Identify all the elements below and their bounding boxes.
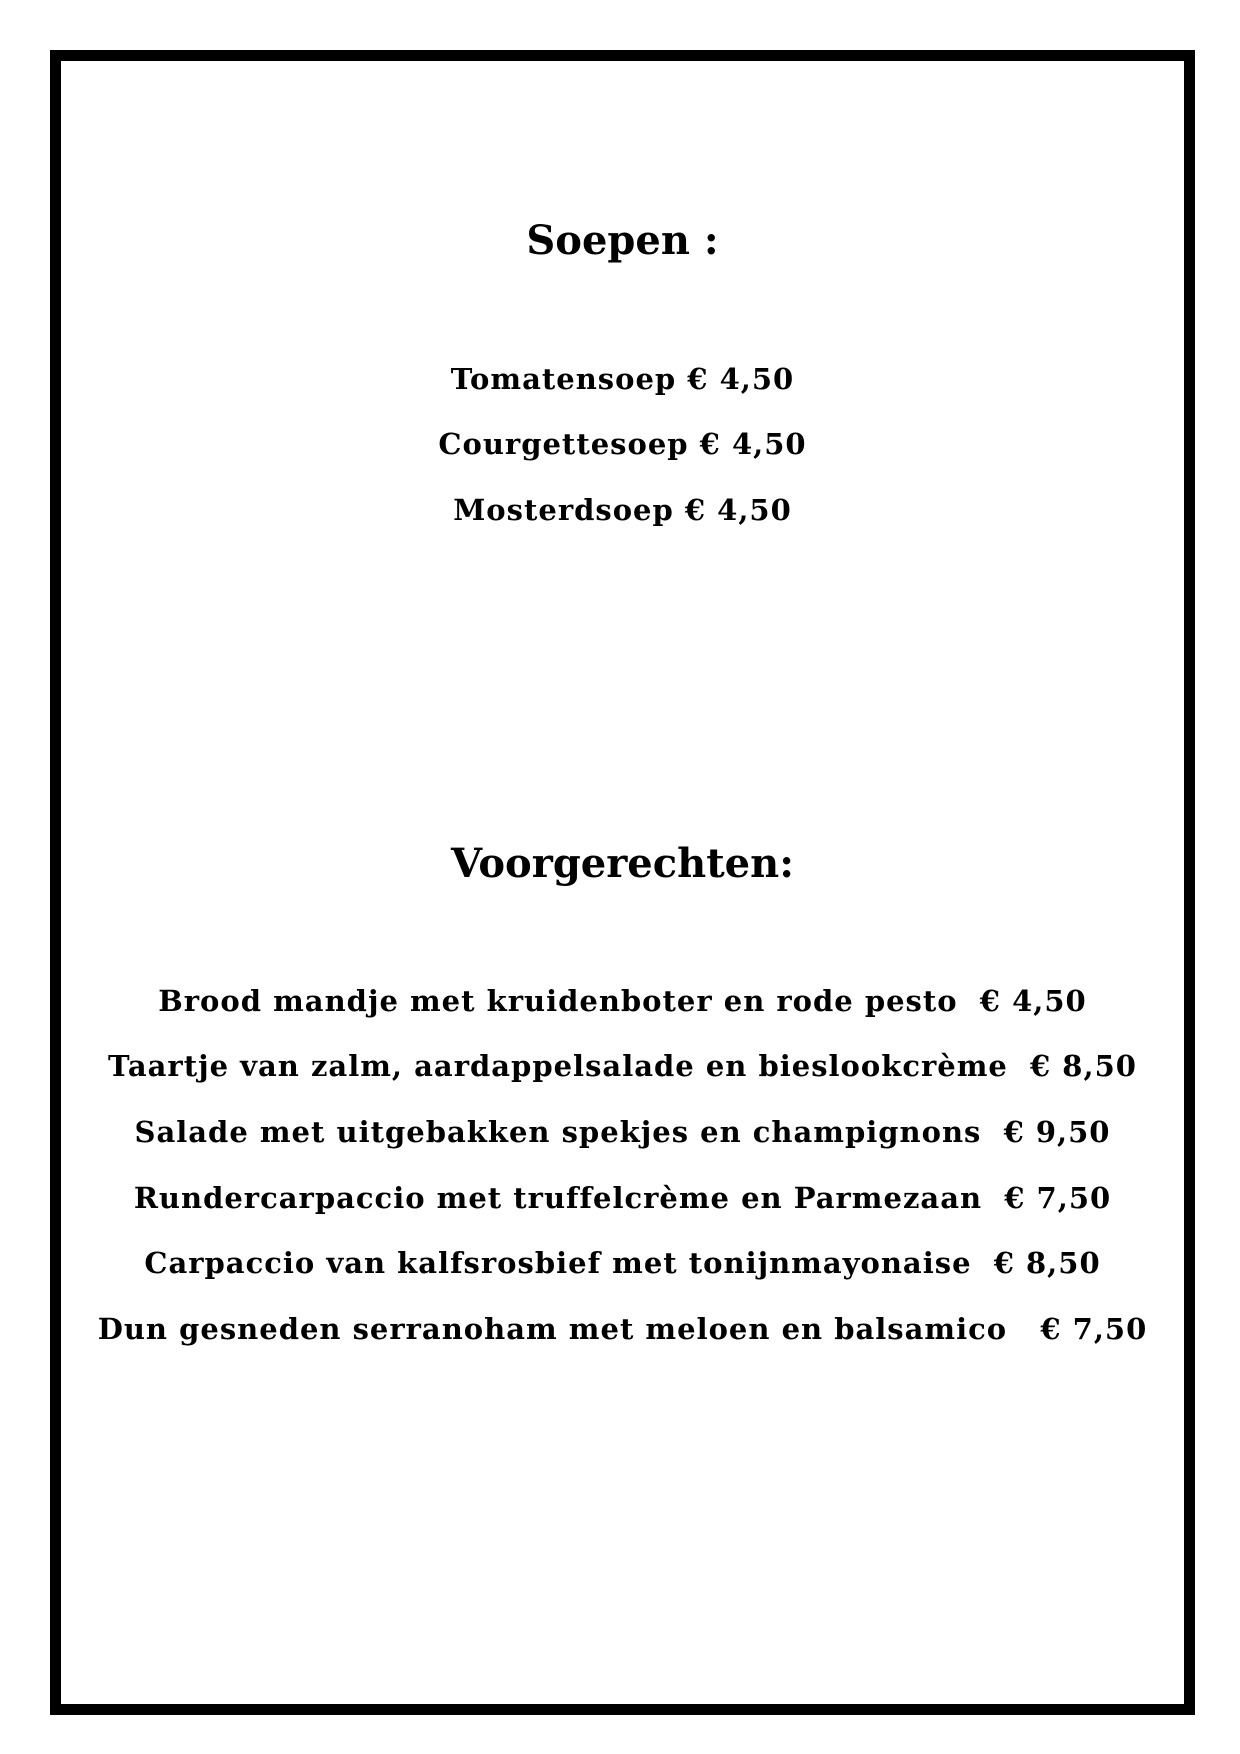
voorgerecht-item-salade-spekjes: Salade met uitgebakken spekjes en champignons € 9,50 bbox=[134, 1115, 1111, 1149]
voorgerecht-item-brood-mandje: Brood mandje met kruidenboter en rode pesto € 4,50 bbox=[158, 984, 1087, 1018]
soepen-heading: Soepen : bbox=[526, 217, 719, 264]
voorgerecht-item-taartje-zalm: Taartje van zalm, aardappelsalade en bieslookcrème € 8,50 bbox=[108, 1049, 1137, 1083]
soep-item-mosterdsoep: Mosterdsoep € 4,50 bbox=[453, 493, 792, 527]
voorgerecht-item-carpaccio-kalfsrosbief: Carpaccio van kalfsrosbief met tonijnmayonaise € 8,50 bbox=[144, 1246, 1101, 1280]
voorgerecht-item-rundercarpaccio: Rundercarpaccio met truffelcrème en Parmezaan € 7,50 bbox=[133, 1181, 1112, 1215]
soep-item-courgettesoep: Courgettesoep € 4,50 bbox=[438, 427, 807, 461]
voorgerechten-heading: Voorgerechten: bbox=[451, 840, 794, 887]
soep-item-tomatensoep: Tomatensoep € 4,50 bbox=[450, 362, 795, 396]
voorgerecht-item-serranoham: Dun gesneden serranoham met meloen en balsamico € 7,50 bbox=[97, 1312, 1148, 1346]
